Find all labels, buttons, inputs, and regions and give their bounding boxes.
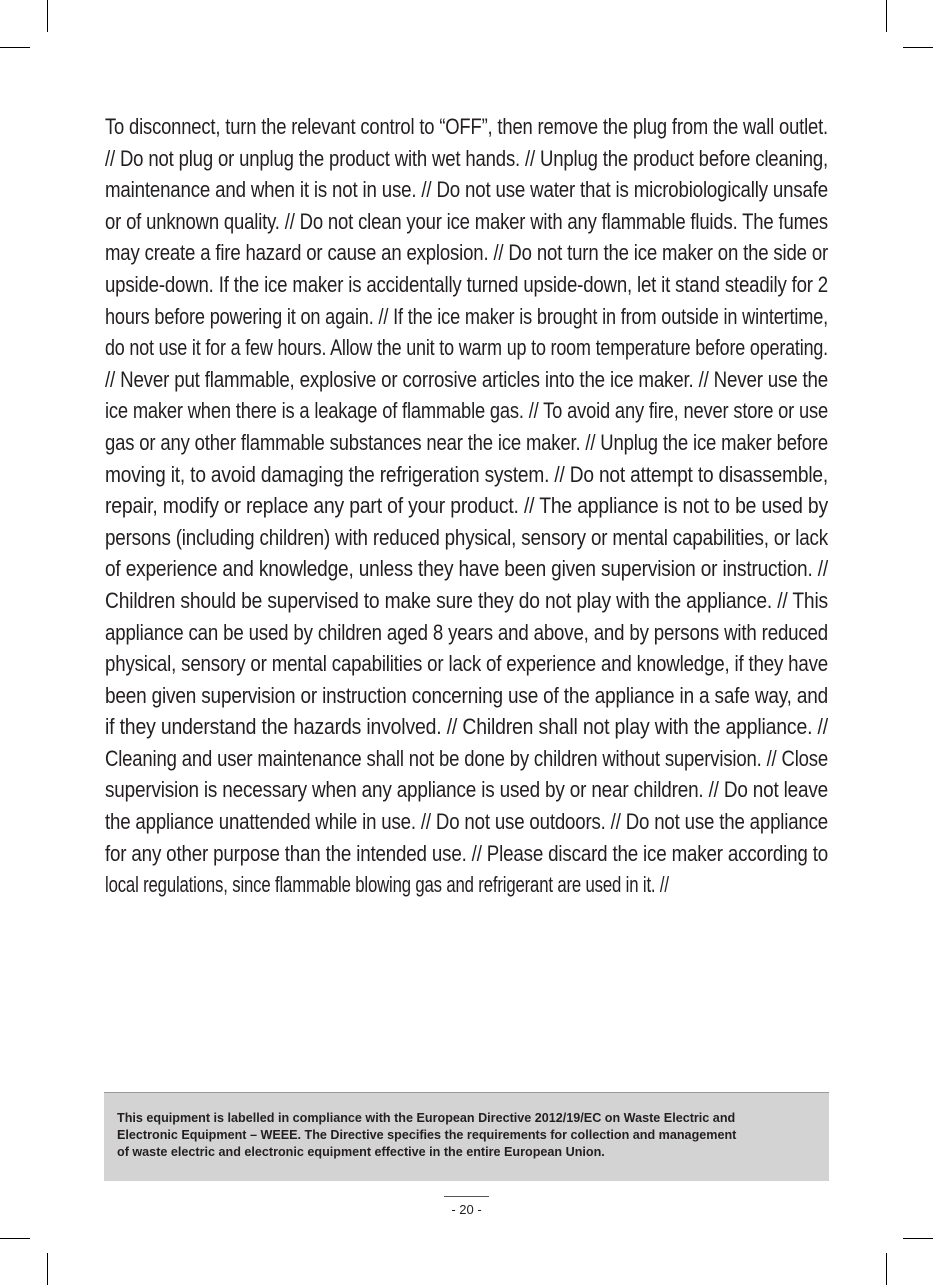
text-line: // Never put flammable, explosive or corrosive articles into the ice maker. // Never use the [105, 366, 828, 392]
text-line: physical, sensory or mental capabilities or lack of experience and knowledge, if they have [105, 651, 828, 677]
crop-mark [0, 1238, 30, 1239]
text-line: appliance can be used by children aged 8 years and above, and by persons with reduced [105, 619, 828, 645]
crop-mark [47, 0, 48, 32]
text-line: moving it, to avoid damaging the refrigeration system. // Do not attempt to disassemble, [105, 461, 828, 487]
text-line: been given supervision or instruction concerning use of the appliance in a safe way, and [105, 682, 828, 708]
crop-mark [886, 1253, 887, 1285]
text-line: of experience and knowledge, unless they have been given supervision or instruction. // [105, 556, 828, 582]
weee-notice-box [104, 1092, 829, 1181]
weee-notice-line: This equipment is labelled in compliance with the European Directive 2012/19/EC on Waste Electric and [117, 1111, 736, 1125]
text-line: local regulations, since flammable blowing gas and refrigerant are used in it. // [105, 872, 669, 898]
text-line: hours before powering it on again. // If the ice maker is brought in from outside in wintertime, [105, 303, 828, 329]
text-line: or of unknown quality. // Do not clean your ice maker with any flammable fluids. The fumes [105, 208, 828, 234]
text-line: supervision is necessary when any appliance is used by or near children. // Do not leave [105, 777, 828, 803]
crop-mark [47, 1253, 48, 1285]
crop-mark [0, 47, 30, 48]
text-line: if they understand the hazards involved. // Children shall not play with the appliance. // [105, 714, 828, 740]
text-line: do not use it for a few hours. Allow the unit to warm up to room temperature before operating. [105, 335, 828, 361]
text-line: Children should be supervised to make sure they do not play with the appliance. // This [105, 587, 828, 613]
text-line: upside-down. If the ice maker is accidentally turned upside-down, let it stand steadily for 2 [105, 271, 828, 297]
text-line: the appliance unattended while in use. // Do not use outdoors. // Do not use the appliance [105, 809, 828, 835]
weee-notice-line: of waste electric and electronic equipment effective in the entire European Union. [117, 1145, 605, 1159]
text-line: persons (including children) with reduced physical, sensory or mental capabilities, or lack [105, 524, 828, 550]
text-line: To disconnect, turn the relevant control to “OFF”, then remove the plug from the wall outlet. [105, 114, 828, 139]
text-line: Cleaning and user maintenance shall not be done by children without supervision. // Close [105, 745, 828, 771]
safety-instructions-text [105, 111, 828, 901]
text-line: ice maker when there is a leakage of flammable gas. // To avoid any fire, never store or use [105, 398, 828, 424]
crop-mark [903, 1238, 933, 1239]
text-line: // Do not plug or unplug the product with wet hands. // Unplug the product before cleaning, [105, 145, 828, 171]
text-line: for any other purpose than the intended use. // Please discard the ice maker according to [105, 840, 828, 866]
page-number: - 20 - [451, 1202, 482, 1217]
text-line: gas or any other flammable substances near the ice maker. // Unplug the ice maker before [105, 429, 828, 455]
text-line: may create a fire hazard or cause an explosion. // Do not turn the ice maker on the side or [105, 240, 828, 266]
text-line: repair, modify or replace any part of your product. // The appliance is not to be used by [105, 493, 828, 519]
page-number-rule [444, 1196, 489, 1197]
crop-mark [903, 47, 933, 48]
text-line: maintenance and when it is not in use. // Do not use water that is microbiologically unsafe [105, 177, 828, 203]
crop-mark [886, 0, 887, 32]
weee-notice-line: Electronic Equipment – WEEE. The Directive specifies the requirements for collection and management [117, 1128, 737, 1142]
